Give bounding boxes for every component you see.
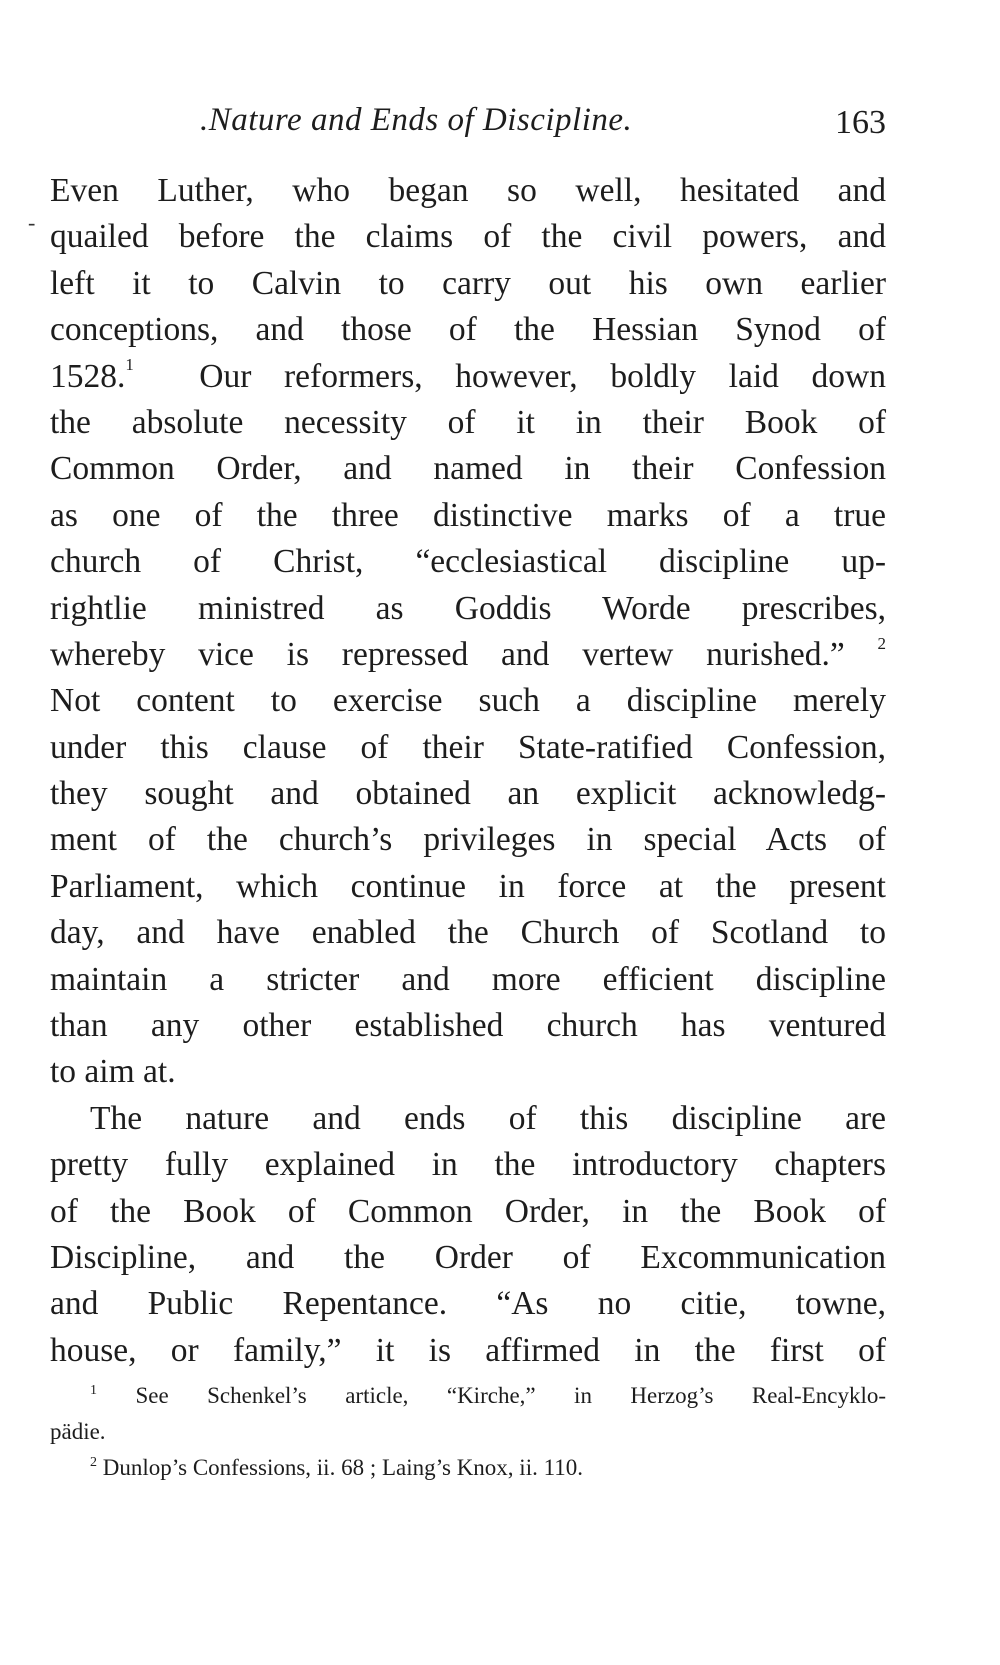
text-line: to aim at. [50,1053,176,1091]
margin-mark: - [28,210,36,235]
text-line: Discipline, and the Order of Excommunication [50,1238,886,1276]
text-line: Common Order, and named in their Confession [50,450,886,488]
running-title: .Nature and Ends of Discipline. [200,102,633,138]
text-line: as one of the three distinctive marks of a true [50,496,886,534]
text-line: church of Christ, “ecclesiastical discipline up- [50,543,886,581]
footnote-1-number: 1 [90,1383,97,1398]
text-line: and Public Repentance. “As no citie, towne, [50,1285,886,1323]
text-line: 1528.$^1$ Our reformers, however, boldly laid down [50,355,887,395]
text-line: day, and have enabled the Church of Scotland to [50,914,886,952]
footnote-2-number: 2 [90,1455,97,1470]
text-line: pretty fully explained in the introductory chapters [50,1146,886,1184]
text-line: conceptions, and those of the Hessian Synod of [50,311,886,349]
page-header [50,96,886,146]
text-line: rightlie ministred as Goddis Worde prescribes, [50,589,886,627]
footnote-1-continued: pädie. [50,1419,106,1444]
text-line: house, or family,” it is affirmed in the first of [50,1331,886,1369]
text-line: whereby vice is repressed and vertew nurished.” $^2$ [50,633,887,673]
footnote-ref-2: 2 [877,633,887,653]
text-line: they sought and obtained an explicit acknowledg- [50,775,886,813]
text-line: Parliament, which continue in force at the present [50,867,886,905]
text-line: The nature and ends of this discipline are [90,1099,886,1137]
footnote-ref-1: 1 [125,355,134,375]
text-line: ment of the church’s privileges in special Acts of [50,821,886,859]
page-number: 163 [835,104,886,141]
text-line: than any other established church has ventured [50,1007,886,1045]
text-line: quailed before the claims of the civil powers, and [50,218,886,256]
text-line: maintain a stricter and more efficient discipline [50,960,886,998]
text-line: of the Book of Common Order, in the Book of [50,1192,886,1230]
body-text [50,168,886,1374]
text-line: Even Luther, who began so well, hesitated and [50,172,886,209]
text-line: Not content to exercise such a discipline merely [50,682,886,720]
footnote-1: $^1$ See Schenkel’s article, “Kirche,” in Herzog’s Real-Encyklo- [90,1383,886,1408]
text-line: the absolute necessity of it in their Book of [50,403,886,441]
text-line: under this clause of their State-ratified Confession, [50,728,886,766]
text-line: left it to Calvin to carry out his own earlier [50,264,886,302]
footnotes [50,1378,886,1486]
footnote-2: $^2$ Dunlop’s Confessions, ii. 68 ; Laing’s Knox, ii. 110. [90,1455,583,1480]
